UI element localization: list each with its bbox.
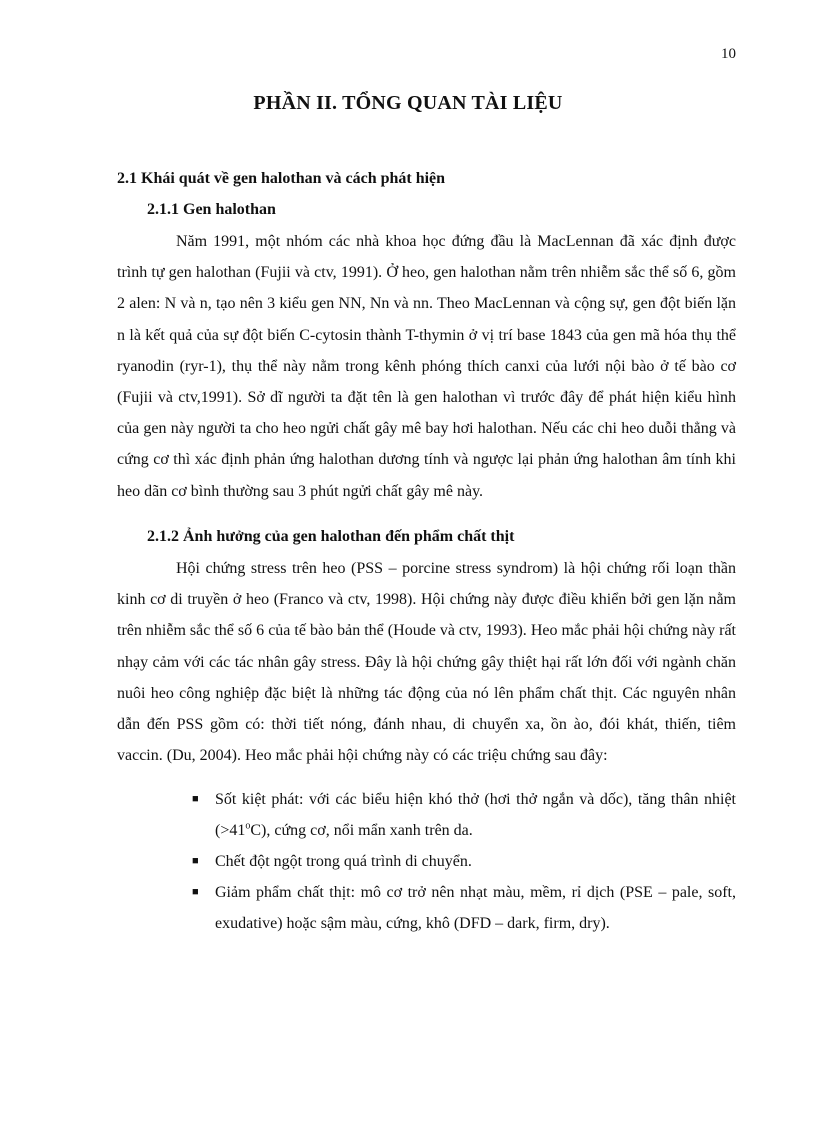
list-item-text-2: Chết đột ngột trong quá trình di chuyển.	[215, 853, 472, 870]
subsection-heading-2-1-2: 2.1.2 Ảnh hưởng của gen halothan đến phẩm chất thịt	[147, 528, 515, 545]
list-item	[117, 784, 736, 846]
symptom-list	[117, 784, 736, 939]
section-heading-2-1: 2.1 Khái quát về gen halothan và cách phát hiện	[117, 170, 446, 187]
list-item	[117, 846, 736, 877]
bullet-square-icon: ■	[192, 886, 199, 898]
bullet-square-icon: ■	[192, 793, 199, 805]
subsection-heading-2-1-1: 2.1.1 Gen halothan	[147, 201, 276, 218]
paragraph-pss: Hội chứng stress trên heo (PSS – porcine stress syndrom) là hội chứng rối loạn thần kinh cơ di truyền ở heo (Franco và ctv, 1998). Hội chứng này được điều khiển bởi gen lặn nằm trên nhiễm sắc thể số 6 của tế bào bản thể (Houde và ctv, 1993). Heo mắc phải hội chứng này rất nhạy cảm với các tác nhân gây stress. Đây là hội chứng gây thiệt hại rất lớn đối với ngành chăn nuôi heo công nghiệp đặc biệt là những tác động của nó lên phẩm chất thịt. Các nguyên nhân dẫn đến PSS gồm có: thời tiết nóng, đánh nhau, di chuyển xa, ồn ào, đói khát, thiến, tiêm vaccin. (Du, 2004). Heo mắc phải hội chứng này có các triệu chứng sau đây:	[117, 560, 736, 765]
page-number: 10	[721, 46, 736, 62]
bullet-square-icon: ■	[192, 855, 199, 867]
list-item-text-3: Giảm phẩm chất thịt: mô cơ trở nên nhạt màu, mềm, rỉ dịch (PSE – pale, soft, exudative) hoặc sậm màu, cứng, khô (DFD – dark, firm, dry).	[215, 884, 736, 932]
list-item	[117, 877, 736, 939]
part-title: PHẦN II. TỔNG QUAN TÀI LIỆU	[253, 92, 563, 114]
list-item-text-1: Sốt kiệt phát: với các biểu hiện khó thở (hơi thở ngắn và dốc), tăng thân nhiệt $(>41^oC)$, cứng cơ, nổi mẩn xanh trên da.	[215, 791, 736, 839]
paragraph-gen-halothan: Năm 1991, một nhóm các nhà khoa học đứng đầu là MacLennan đã xác định được trình tự gen halothan (Fujii và ctv, 1991). Ở heo, gen halothan nằm trên nhiễm sắc thể số 6, gồm 2 alen: N và n, tạo nên 3 kiểu gen NN, Nn và nn. Theo MacLennan và cộng sự, gen đột biến lặn n là kết quả của sự đột biến C-cytosin thành T-thymin ở vị trí base 1843 của gen mã hóa thụ thể ryanodin (ryr-1), thụ thể này nằm trong kênh phóng thích canxi của lưới nội bào ở tế bào cơ (Fujii và ctv,1991). Sở dĩ người ta đặt tên là gen halothan vì trước đây để phát hiện kiểu hình của gen này người ta cho heo ngửi chất gây mê bay hơi halothan. Nếu các chi heo duỗi thẳng và cứng cơ thì xác định phản ứng halothan dương tính và ngược lại phản ứng halothan âm tính khi heo dãn cơ bình thường sau 3 phút ngửi chất gây mê này.	[117, 233, 736, 500]
